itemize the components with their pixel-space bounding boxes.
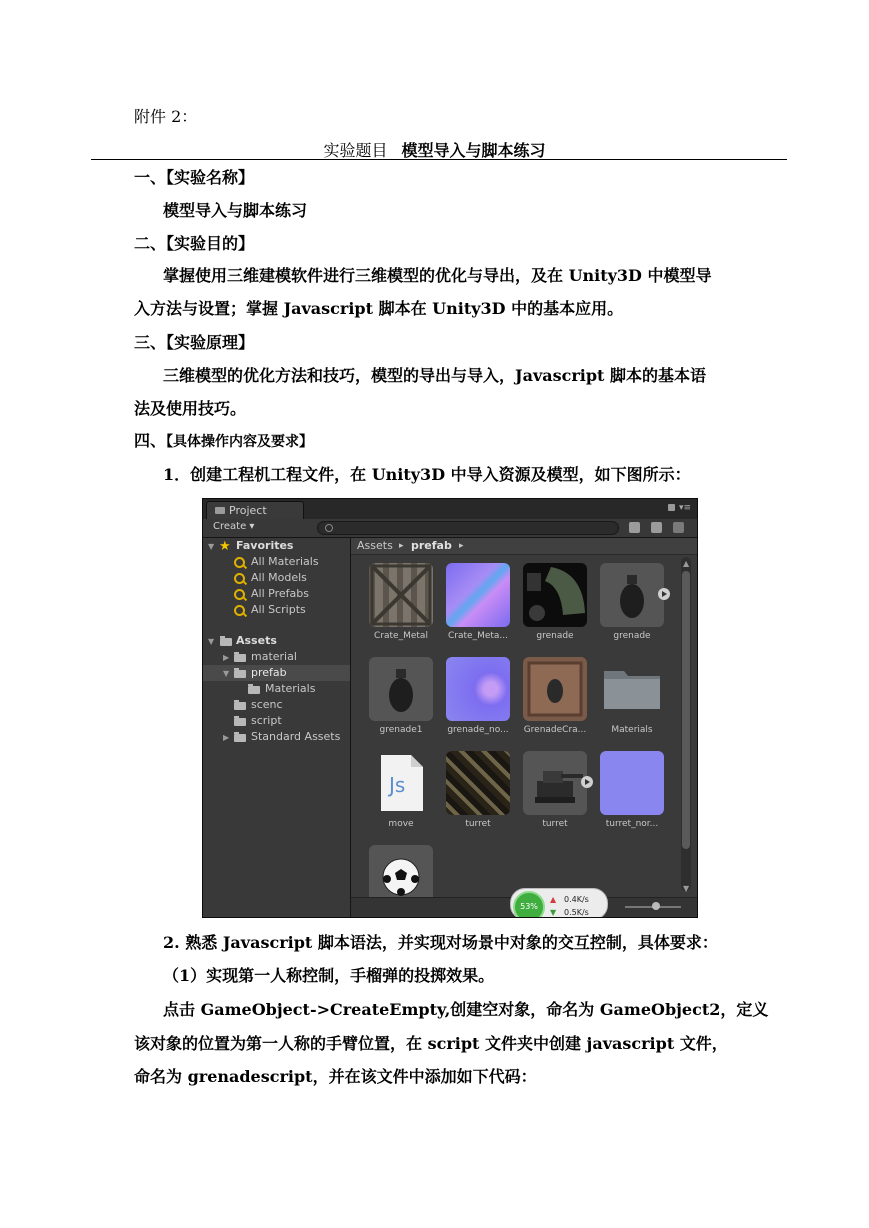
asset-name: turret_nor...: [605, 819, 659, 829]
section1-body: 模型导入与脚本练习: [163, 201, 308, 220]
folder-icon: [234, 702, 246, 710]
paragraph-line1: 点击 GameObject->CreateEmpty,创建空对象，命名为 GameObject2，定义: [163, 1000, 769, 1019]
favorites-expand-icon[interactable]: ▼: [208, 542, 215, 551]
js-badge: Js: [389, 773, 406, 797]
normal-map-texture[interactable]: [446, 563, 510, 627]
unity-project-panel: [202, 498, 698, 918]
asset-name: GrenadeCra...: [523, 725, 587, 735]
section3-line1: 三维模型的优化方法和技巧，模型的导出与导入，Javascript 脚本的基本语: [163, 366, 707, 385]
paragraph-line3: 命名为 grenadescript，并在该文件中添加如下代码：: [134, 1067, 537, 1086]
crate-texture[interactable]: [523, 657, 587, 721]
grenade-model[interactable]: [369, 657, 433, 721]
search-filter-icon: [234, 605, 245, 616]
js-script-icon[interactable]: [369, 751, 433, 815]
section4-prefix: 四、: [134, 431, 167, 450]
favorite-all-scripts[interactable]: All Scripts: [251, 603, 306, 616]
folder-graphic: [600, 657, 664, 721]
folder-icon: [234, 734, 246, 742]
download-arrow-icon: ▼: [550, 908, 557, 917]
project-tab-icon: [215, 507, 225, 514]
asset-name: Crate_Meta...: [448, 631, 508, 641]
folder-icon: [234, 718, 246, 726]
crate-texture-graphic: [523, 657, 587, 721]
filter-type-icon[interactable]: [629, 522, 640, 533]
assets-root-label[interactable]: Assets: [236, 634, 277, 647]
section4-text: 【具体操作内容及要求】: [166, 434, 314, 450]
folder-icon: [220, 638, 232, 646]
turret-model[interactable]: [523, 751, 587, 815]
grenade-model[interactable]: [600, 563, 664, 627]
search-filter-icon: [234, 589, 245, 600]
assets-expand-icon[interactable]: ▼: [208, 637, 215, 646]
scroll-down-icon[interactable]: ▼: [683, 884, 690, 893]
asset-browser: [351, 538, 697, 917]
folder-icon[interactable]: [600, 657, 664, 721]
asset-name: grenade: [613, 631, 651, 641]
attachment-label: 附件 2：: [134, 107, 198, 126]
tab-project[interactable]: [206, 501, 304, 520]
favorites-label[interactable]: Favorites: [236, 539, 294, 552]
asset-name: turret: [465, 819, 491, 829]
favorite-all-models[interactable]: All Models: [251, 571, 307, 584]
favorite-all-prefabs[interactable]: All Prefabs: [251, 587, 309, 600]
search-icon: [325, 524, 333, 532]
asset-scrollbar-thumb[interactable]: [682, 571, 690, 849]
section3-line2: 法及使用技巧。: [134, 399, 247, 418]
grenade-model-graphic: [600, 563, 664, 627]
grenade-texture[interactable]: [523, 563, 587, 627]
lock-icon[interactable]: [668, 504, 675, 511]
folder-icon: [248, 686, 260, 694]
section1-heading: 一、【实验名称】: [134, 168, 255, 187]
scroll-up-icon[interactable]: ▲: [683, 559, 690, 568]
tab-bar: [203, 499, 697, 519]
section4-heading: [134, 431, 313, 452]
breadcrumb-separator-icon: ▸: [459, 541, 464, 551]
asset-name: grenade_no...: [447, 725, 509, 735]
breadcrumb-assets[interactable]: Assets: [357, 539, 393, 552]
create-button[interactable]: Create ▾: [213, 521, 255, 532]
section2-heading: 二、【实验目的】: [134, 234, 255, 253]
folder-icon: [234, 654, 246, 662]
folder-icon: [234, 670, 246, 678]
expand-prefab-icon[interactable]: [658, 588, 670, 600]
prefab-expand-icon[interactable]: ▼: [223, 669, 230, 678]
step2-1-text: （1）实现第一人称控制，手榴弹的投掷效果。: [163, 966, 495, 985]
folder-tree: [203, 538, 351, 917]
title-rule: [91, 159, 787, 160]
section2-line2: 入方法与设置；掌握 Javascript 脚本在 Unity3D 中的基本应用。: [134, 299, 624, 318]
breadcrumb-separator-icon: ▸: [399, 541, 404, 551]
breadcrumb-prefab[interactable]: prefab: [411, 539, 452, 552]
title-main: 模型导入与脚本练习: [401, 141, 546, 160]
filter-label-icon[interactable]: [651, 522, 662, 533]
search-filter-icon: [234, 557, 245, 568]
asset-name: Materials: [611, 725, 653, 735]
asset-name: grenade: [536, 631, 574, 641]
experiment-title: [0, 138, 869, 161]
tree-item-script[interactable]: script: [251, 714, 282, 727]
favorite-star-icon[interactable]: [673, 522, 684, 533]
favorite-all-materials[interactable]: All Materials: [251, 555, 319, 568]
section2-line1: 掌握使用三维建模软件进行三维模型的优化与导出，及在 Unity3D 中模型导: [163, 266, 712, 285]
upload-speed: 0.4K/s: [564, 895, 589, 904]
network-percent-badge: 53%: [513, 891, 545, 918]
section3-heading: 三、【实验原理】: [134, 333, 255, 352]
material-expand-icon[interactable]: ▶: [223, 653, 230, 662]
asset-name: grenade1: [379, 725, 423, 735]
paragraph-line2: 该对象的位置为第一人称的手臂位置，在 script 文件夹中创建 javascript 文件，: [134, 1034, 728, 1053]
icon-size-slider-knob[interactable]: [652, 902, 660, 910]
search-input[interactable]: [317, 521, 619, 535]
tree-item-standard-assets[interactable]: Standard Assets: [251, 730, 341, 743]
step2-text: 2. 熟悉 Javascript 脚本语法，并实现对场景中对象的交互控制，具体要求：: [163, 933, 718, 952]
standard-assets-expand-icon[interactable]: ▶: [223, 733, 230, 742]
tree-item-scenc[interactable]: scenc: [251, 698, 283, 711]
grenade-model-graphic: [369, 657, 433, 721]
asset-name: Crate_Metal: [374, 631, 428, 641]
asset-name: turret: [542, 819, 568, 829]
tree-item-prefab[interactable]: prefab: [251, 666, 287, 679]
panel-menu-icon[interactable]: ▾≡: [678, 503, 691, 513]
crate-metal-graphic: [369, 563, 433, 627]
normal-map-texture[interactable]: [600, 751, 664, 815]
grenade-texture-graphic: [523, 563, 587, 627]
turret-graphic: [523, 751, 587, 815]
favorites-star-icon: ★: [219, 539, 231, 554]
search-filter-icon: [234, 573, 245, 584]
project-toolbar: [203, 519, 697, 538]
breadcrumb: [351, 538, 697, 555]
upload-arrow-icon: ▲: [550, 895, 557, 904]
step1-text: 1．创建工程机工程文件，在 Unity3D 中导入资源及模型，如下图所示：: [163, 465, 691, 484]
expand-prefab-icon[interactable]: [581, 776, 593, 788]
turret-texture[interactable]: [446, 751, 510, 815]
asset-name: move: [388, 819, 414, 829]
crate-metal-texture[interactable]: [369, 563, 433, 627]
download-speed: 0.5K/s: [564, 908, 589, 917]
title-lead: 实验题目: [323, 141, 388, 160]
normal-map-texture[interactable]: [446, 657, 510, 721]
tree-item-material[interactable]: material: [251, 650, 297, 663]
tree-item-materials[interactable]: Materials: [265, 682, 316, 695]
tab-label: Project: [229, 504, 267, 517]
